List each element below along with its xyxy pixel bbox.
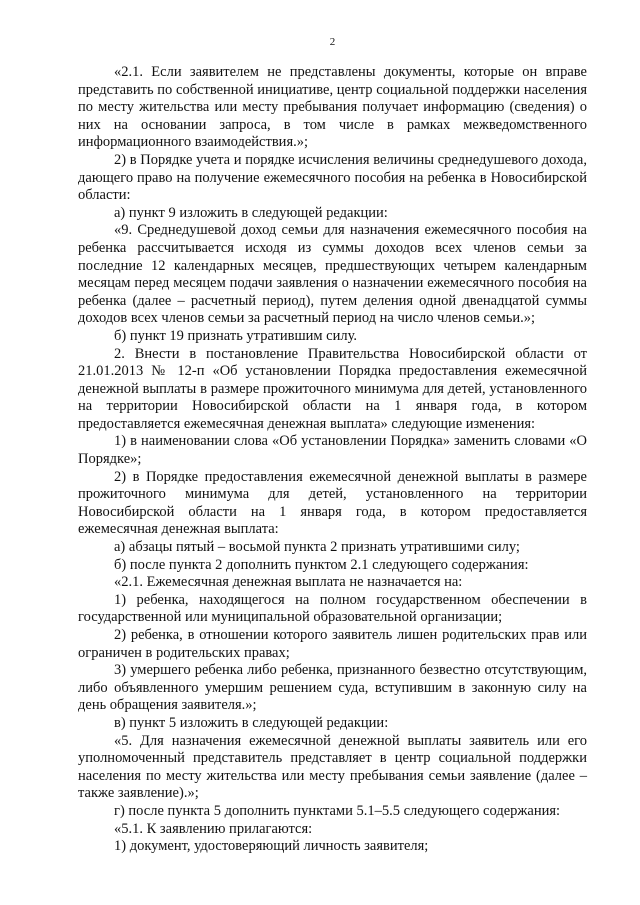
paragraph: 1) в наименовании слова «Об установлении Порядка» заменить словами «О Порядке»;: [78, 433, 587, 468]
paragraph: «2.1. Если заявителем не представлены документы, которые он вправе представить по собственной инициативе, центр социальной поддержки населения по месту жительства или месту пребывания получает информацию (сведения) о них на основании запроса, в том числе в рамках межведомственного информационного взаимодействия.»;: [78, 64, 587, 151]
paragraph: в) пункт 5 изложить в следующей редакции:: [114, 714, 389, 731]
paragraph: 2) в Порядке учета и порядке исчисления величины среднедушевого дохода, дающего право на получение ежемесячного пособия на ребенка в Новосибирской области:: [78, 151, 587, 204]
paragraph: а) пункт 9 изложить в следующей редакции:: [114, 204, 388, 221]
paragraph: 1) документ, удостоверяющий личность заявителя;: [114, 838, 429, 855]
paragraph: «5.1. К заявлению прилагаются:: [114, 820, 313, 837]
paragraph: «5. Для назначения ежемесячной денежной выплаты заявитель или его уполномоченный представитель представляет в центр социальной поддержки населения по месту жительства или месту пребывания семьи заявление (далее – также заявление).»;: [78, 732, 587, 802]
paragraph: 2. Внести в постановление Правительства Новосибирской области от 21.01.2013 № 12-п «Об установлении Порядка предоставления ежемесячной денежной выплаты в размере прожиточного минимума для детей, установленного на территории Новосибирской области на 1 января года, в котором предоставляется ежемесячная денежная выплата» следующие изменения:: [78, 345, 587, 432]
paragraph: а) абзацы пятый – восьмой пункта 2 признать утратившими силу;: [114, 539, 520, 556]
paragraph: 2) ребенка, в отношении которого заявитель лишен родительских прав или ограничен в родительских правах;: [78, 627, 587, 661]
paragraph: б) пункт 19 признать утратившим силу.: [114, 327, 358, 344]
document-body: [78, 64, 587, 856]
page-number: 2: [329, 36, 336, 48]
paragraph: 1) ребенка, находящегося на полном государственном обеспечении в государственной или муниципальной образовательной организации;: [78, 591, 587, 626]
paragraph: 3) умершего ребенка либо ребенка, признанного безвестно отсутствующим, либо объявленного умершим решением суда, вступившим в законную силу на день обращения заявителя.»;: [78, 662, 587, 714]
paragraph: 2) в Порядке предоставления ежемесячной денежной выплаты в размере прожиточного минимума для детей, установленного на территории Новосибирской области на 1 января года, в котором предоставляется ежемесячная денежная выплата:: [78, 468, 587, 538]
paragraph: б) после пункта 2 дополнить пунктом 2.1 следующего содержания:: [114, 556, 529, 573]
paragraph: «2.1. Ежемесячная денежная выплата не назначается на:: [114, 574, 463, 591]
paragraph: г) после пункта 5 дополнить пунктами 5.1–5.5 следующего содержания:: [114, 802, 561, 819]
paragraph: «9. Среднедушевой доход семьи для назначения ежемесячного пособия на ребенка рассчитывается исходя из суммы доходов всех членов семьи за последние 12 календарных месяцев, предшествующих четырем календарным месяцам перед месяцем подачи заявления о назначении ежемесячного пособия на ребенка (далее – расчетный период), путем деления одной двенадцатой суммы доходов всех членов семьи за расчетный период на число членов семьи.»;: [78, 222, 587, 327]
